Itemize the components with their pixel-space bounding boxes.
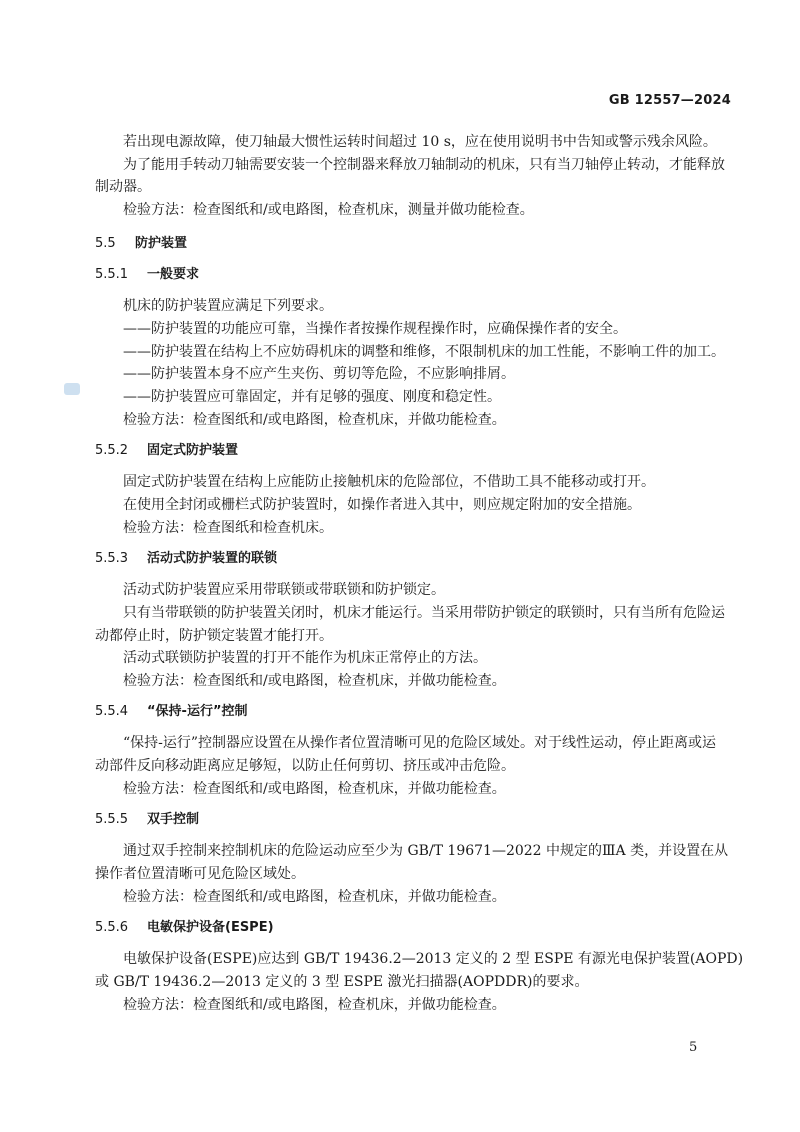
section-number: 5.5 <box>95 236 116 251</box>
paragraph-line: 固定式防护装置在结构上应能防止接触机床的危险部位，不借助工具不能移动或打开。 <box>123 474 655 490</box>
paragraph-line: 或 GB/T 19436.2—2013 定义的 3 型 ESPE 激光扫描器(AOPDDR)的要求。 <box>95 974 589 990</box>
paragraph-line: 检验方法：检查图纸和/或电路图，检查机床，并做功能检查。 <box>123 889 506 905</box>
section-heading-5-5-6 <box>95 919 274 937</box>
section-title: 活动式防护装置的联锁 <box>147 551 278 566</box>
paragraph-line: 若出现电源故障，使刀轴最大惯性运转时间超过 10 s，应在使用说明书中告知或警示残余风险。 <box>123 134 717 150</box>
watermark-logo-icon <box>64 383 80 395</box>
paragraph-line: 检验方法：检查图纸和/或电路图，检查机床，并做功能检查。 <box>123 997 506 1013</box>
paragraph-line: 为了能用手转动刀轴需要安装一个控制器来释放刀轴制动的机床，只有当刀轴停止转动，才能释放 <box>123 157 725 173</box>
paragraph-line: 通过双手控制来控制机床的危险运动应至少为 GB/T 19671—2022 中规定的ⅢA 类，并设置在从 <box>123 843 729 859</box>
paragraph-line: 制动器。 <box>95 179 151 195</box>
paragraph-line: 只有当带联锁的防护装置关闭时，机床才能运行。当采用带防护锁定的联锁时，只有当所有危险运 <box>123 605 725 621</box>
paragraph-line: 检验方法：检查图纸和/或电路图，检查机床，并做功能检查。 <box>123 412 506 428</box>
page-number: 5 <box>689 1040 698 1055</box>
section-number: 5.5.5 <box>95 812 129 827</box>
section-heading-5-5 <box>95 235 187 253</box>
section-heading-5-5-1 <box>95 266 199 284</box>
section-heading-5-5-3 <box>95 550 277 568</box>
paragraph-line: 电敏保护设备(ESPE)应达到 GB/T 19436.2—2013 定义的 2 型 ESPE 有源光电保护装置(AOPD) <box>123 951 744 967</box>
section-title: 防护装置 <box>135 236 188 251</box>
paragraph-line: 检验方法：检查图纸和/或电路图，检查机床，并做功能检查。 <box>123 781 506 797</box>
section-number: 5.5.1 <box>95 267 129 282</box>
list-item: ——防护装置本身不应产生夹伤、剪切等危险，不应影响排屑。 <box>123 366 515 382</box>
section-number: 5.5.4 <box>95 704 129 719</box>
section-title: 电敏保护设备(ESPE) <box>147 920 274 935</box>
section-number: 5.5.3 <box>95 551 129 566</box>
section-heading-5-5-4 <box>95 703 247 721</box>
document-code: GB 12557—2024 <box>608 93 731 108</box>
paragraph-line: 检验方法：检查图纸和检查机床。 <box>123 520 333 536</box>
section-title: “保持-运行”控制 <box>147 704 248 719</box>
paragraph-line: 检验方法：检查图纸和/或电路图，检查机床，并做功能检查。 <box>123 673 506 689</box>
section-number: 5.5.2 <box>95 443 129 458</box>
paragraph-line: 动都停止时，防护锁定装置才能打开。 <box>95 628 333 644</box>
list-item: ——防护装置应可靠固定，并有足够的强度、刚度和稳定性。 <box>123 389 501 405</box>
paragraph-line: 操作者位置清晰可见危险区域处。 <box>95 866 305 882</box>
paragraph-line: 活动式联锁防护装置的打开不能作为机床正常停止的方法。 <box>123 650 487 666</box>
paragraph-line: 在使用全封闭或栅栏式防护装置时，如操作者进入其中，则应规定附加的安全措施。 <box>123 497 641 513</box>
paragraph-line: 动部件反向移动距离应足够短，以防止任何剪切、挤压或冲击危险。 <box>95 758 515 774</box>
section-title: 固定式防护装置 <box>147 443 239 458</box>
paragraph-line: 活动式防护装置应采用带联锁或带联锁和防护锁定。 <box>123 582 445 598</box>
list-item: ——防护装置的功能应可靠，当操作者按操作规程操作时，应确保操作者的安全。 <box>123 321 627 337</box>
list-item: ——防护装置在结构上不应妨碍机床的调整和维修，不限制机床的加工性能，不影响工件的加工。 <box>123 344 725 360</box>
section-heading-5-5-5 <box>95 811 199 829</box>
section-heading-5-5-2 <box>95 442 238 460</box>
section-number: 5.5.6 <box>95 920 129 935</box>
paragraph-line: 机床的防护装置应满足下列要求。 <box>123 298 333 314</box>
paragraph-line: 检验方法：检查图纸和/或电路图，检查机床，测量并做功能检查。 <box>123 202 534 218</box>
section-title: 一般要求 <box>147 267 200 282</box>
paragraph-line: “保持-运行”控制器应设置在从操作者位置清晰可见的危险区域处。对于线性运动，停止距离或运 <box>123 735 717 751</box>
section-title: 双手控制 <box>147 812 200 827</box>
